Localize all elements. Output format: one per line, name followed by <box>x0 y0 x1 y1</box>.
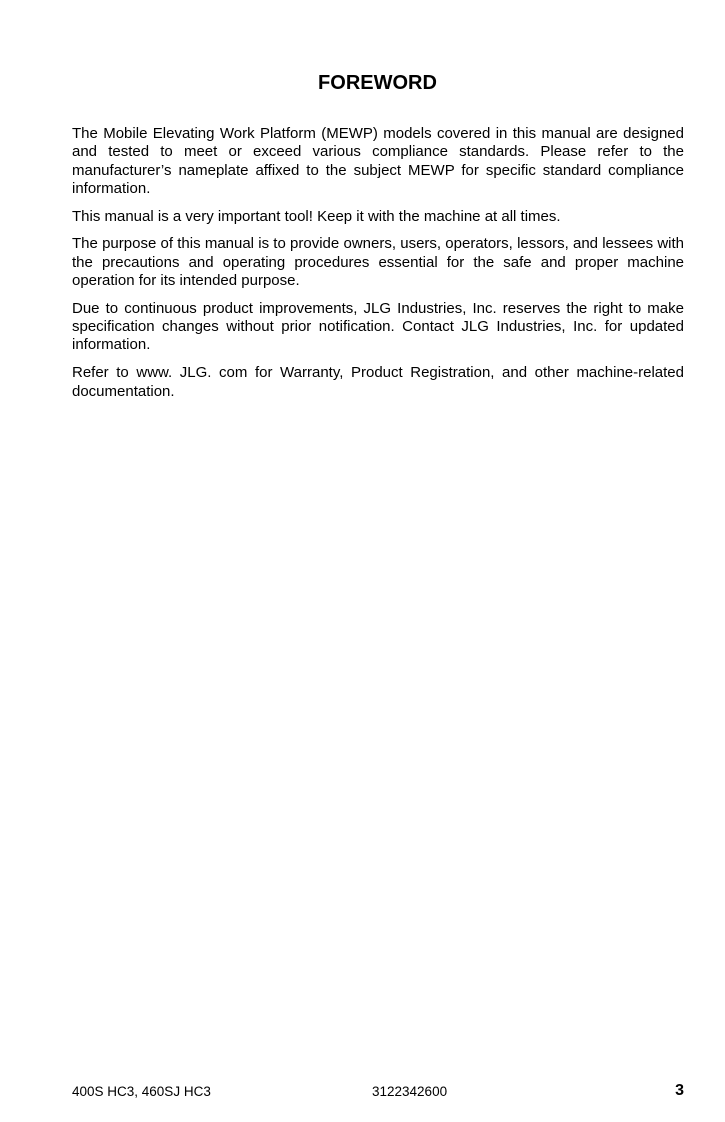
page-footer <box>0 1083 725 1103</box>
page-title: FOREWORD <box>318 72 437 94</box>
footer-models: 400S HC3, 460SJ HC3 <box>72 1084 211 1099</box>
foreword-body <box>72 125 684 410</box>
paragraph-website-reference: Refer to www. JLG. com for Warranty, Product Registration, and other machine-related documentation. <box>72 364 684 400</box>
paragraph-purpose: The purpose of this manual is to provide owners, users, operators, lessors, and lessees with the precautions and operating procedures essential for the safe and proper machine operation for its intended purpose. <box>72 235 684 290</box>
footer-page-number: 3 <box>675 1082 684 1099</box>
footer-document-number: 3122342600 <box>372 1084 448 1099</box>
paragraph-product-improvements: Due to continuous product improvements, JLG Industries, Inc. reserves the right to make specification changes without prior notification. Contact JLG Industries, Inc. for updated information. <box>72 299 684 354</box>
paragraph-compliance: The Mobile Elevating Work Platform (MEWP) models covered in this manual are designed and tested to meet or exceed various compliance standards. Please refer to the manufacturer’s nameplate affixed to the subject MEWP for specific standard compliance information. <box>72 125 684 197</box>
paragraph-important-tool: This manual is a very important tool! Keep it with the machine at all times. <box>72 207 561 225</box>
